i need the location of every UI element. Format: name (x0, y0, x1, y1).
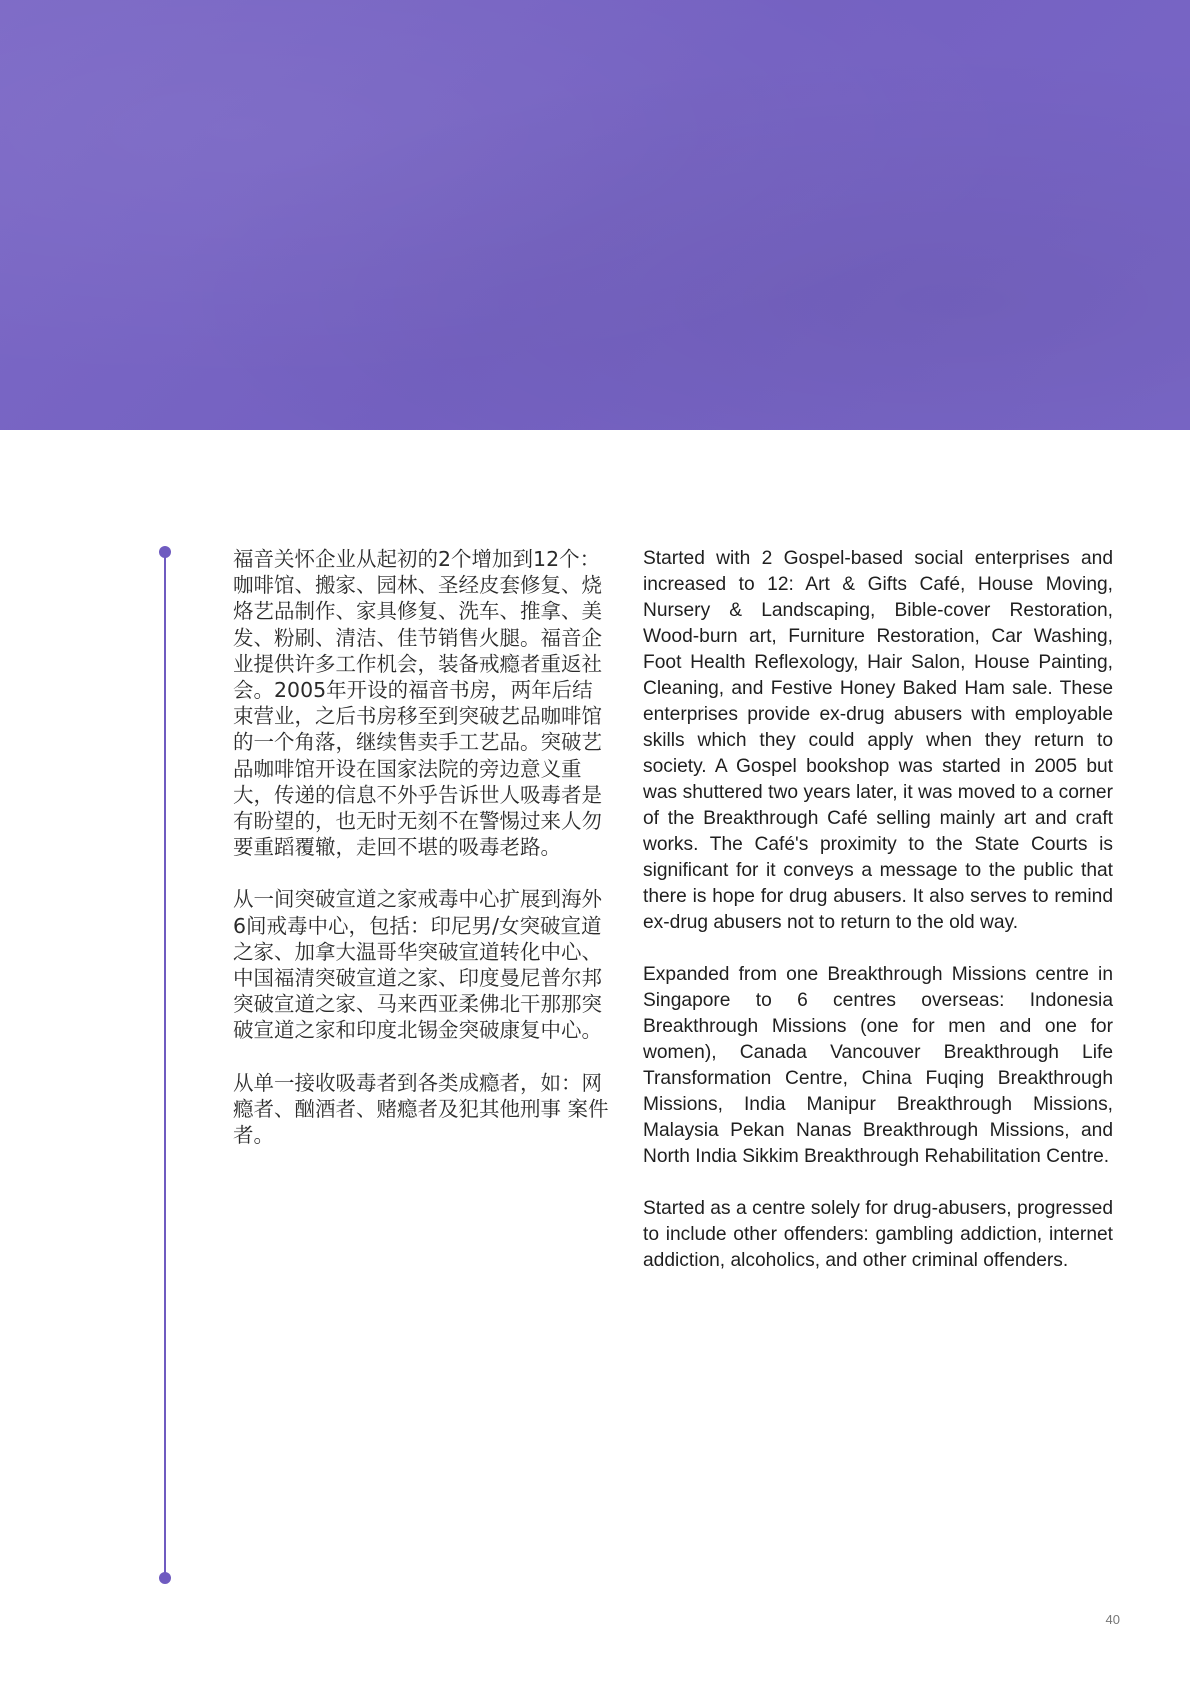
zh-paragraph-addictions: 从单一接收吸毒者到各类成瘾者，如：网瘾者、酗酒者、赌瘾者及犯其他刑事 案件者。 (233, 1070, 609, 1148)
english-text-column (643, 546, 1113, 1300)
page-number: 40 (1105, 1612, 1120, 1627)
timeline-line (164, 553, 166, 1578)
en-paragraph-addictions: Started as a centre solely for drug-abusers, progressed to include other offenders: gambling addiction, internet addiction, alcoholics, and other criminal offenders. (643, 1198, 1113, 1271)
en-paragraph-enterprises: Started with 2 Gospel-based social enterprises and increased to 12: Art & Gifts Café, House Moving, Nursery & Landscaping, Bible-cover Restoration, Wood-burn art, Furniture Restoration, Car Washing, Foot Health Reflexology, Hair Salon, House Painting, Cleaning, and Festive Honey Baked Ham sale. These enterprises provide ex-drug abusers with employable skills which they could apply when they return to society. A Gospel bookshop was started in 2005 but was shuttered two years later, it was moved to a corner of the Breakthrough Café selling mainly art and craft works. The Café's proximity to the State Courts is significant for it conveys a message to the public that there is hope for drug abusers. It also serves to remind ex-drug abusers not to return to the old way. (643, 548, 1113, 933)
chinese-text-column (233, 546, 613, 1174)
zh-paragraph-centres: 从一间突破宣道之家戒毒中心扩展到海外6间戒毒中心，包括：印尼男/女突破宣道之家、加拿大温哥华突破宣道转化中心、中国福清突破宣道之家、印度曼尼普尔邦突破宣道之家、马来西亚柔佛北干那那突破宣道之家和印度北锡金突破康复中心。 (233, 887, 602, 1043)
timeline-dot-top (159, 546, 171, 558)
en-paragraph-centres: Expanded from one Breakthrough Missions centre in Singapore to 6 centres overseas: Indonesia Breakthrough Missions (one for men and one for women), Canada Vancouver Breakthrough Life Transformation Centre, China Fuqing Breakthrough Missions, India Manipur Breakthrough Missions, Malaysia Pekan Nanas Breakthrough Missions, and North India Sikkim Breakthrough Rehabilitation Centre. (643, 964, 1113, 1167)
timeline-dot-bottom (159, 1572, 171, 1584)
zh-paragraph-enterprises: 福音关怀企业从起初的2个增加到12个：咖啡馆、搬家、园林、圣经皮套修复、烧烙艺品制作、家具修复、洗车、推拿、美发、粉刷、清洁、佳节销售火腿。福音企业提供许多工作机会，装备戒瘾者重返社会。2005年开设的福音书房，两年后结束营业，之后书房移至到突破艺品咖啡馆的一个角落，继续售卖手工艺品。突破艺品咖啡馆开设在国家法院的旁边意义重大，传递的信息不外乎告诉世人吸毒者是有盼望的，也无时无刻不在警惕过来人勿要重蹈覆辙，走回不堪的吸毒老路。 (233, 547, 602, 860)
header-banner (0, 0, 1190, 430)
